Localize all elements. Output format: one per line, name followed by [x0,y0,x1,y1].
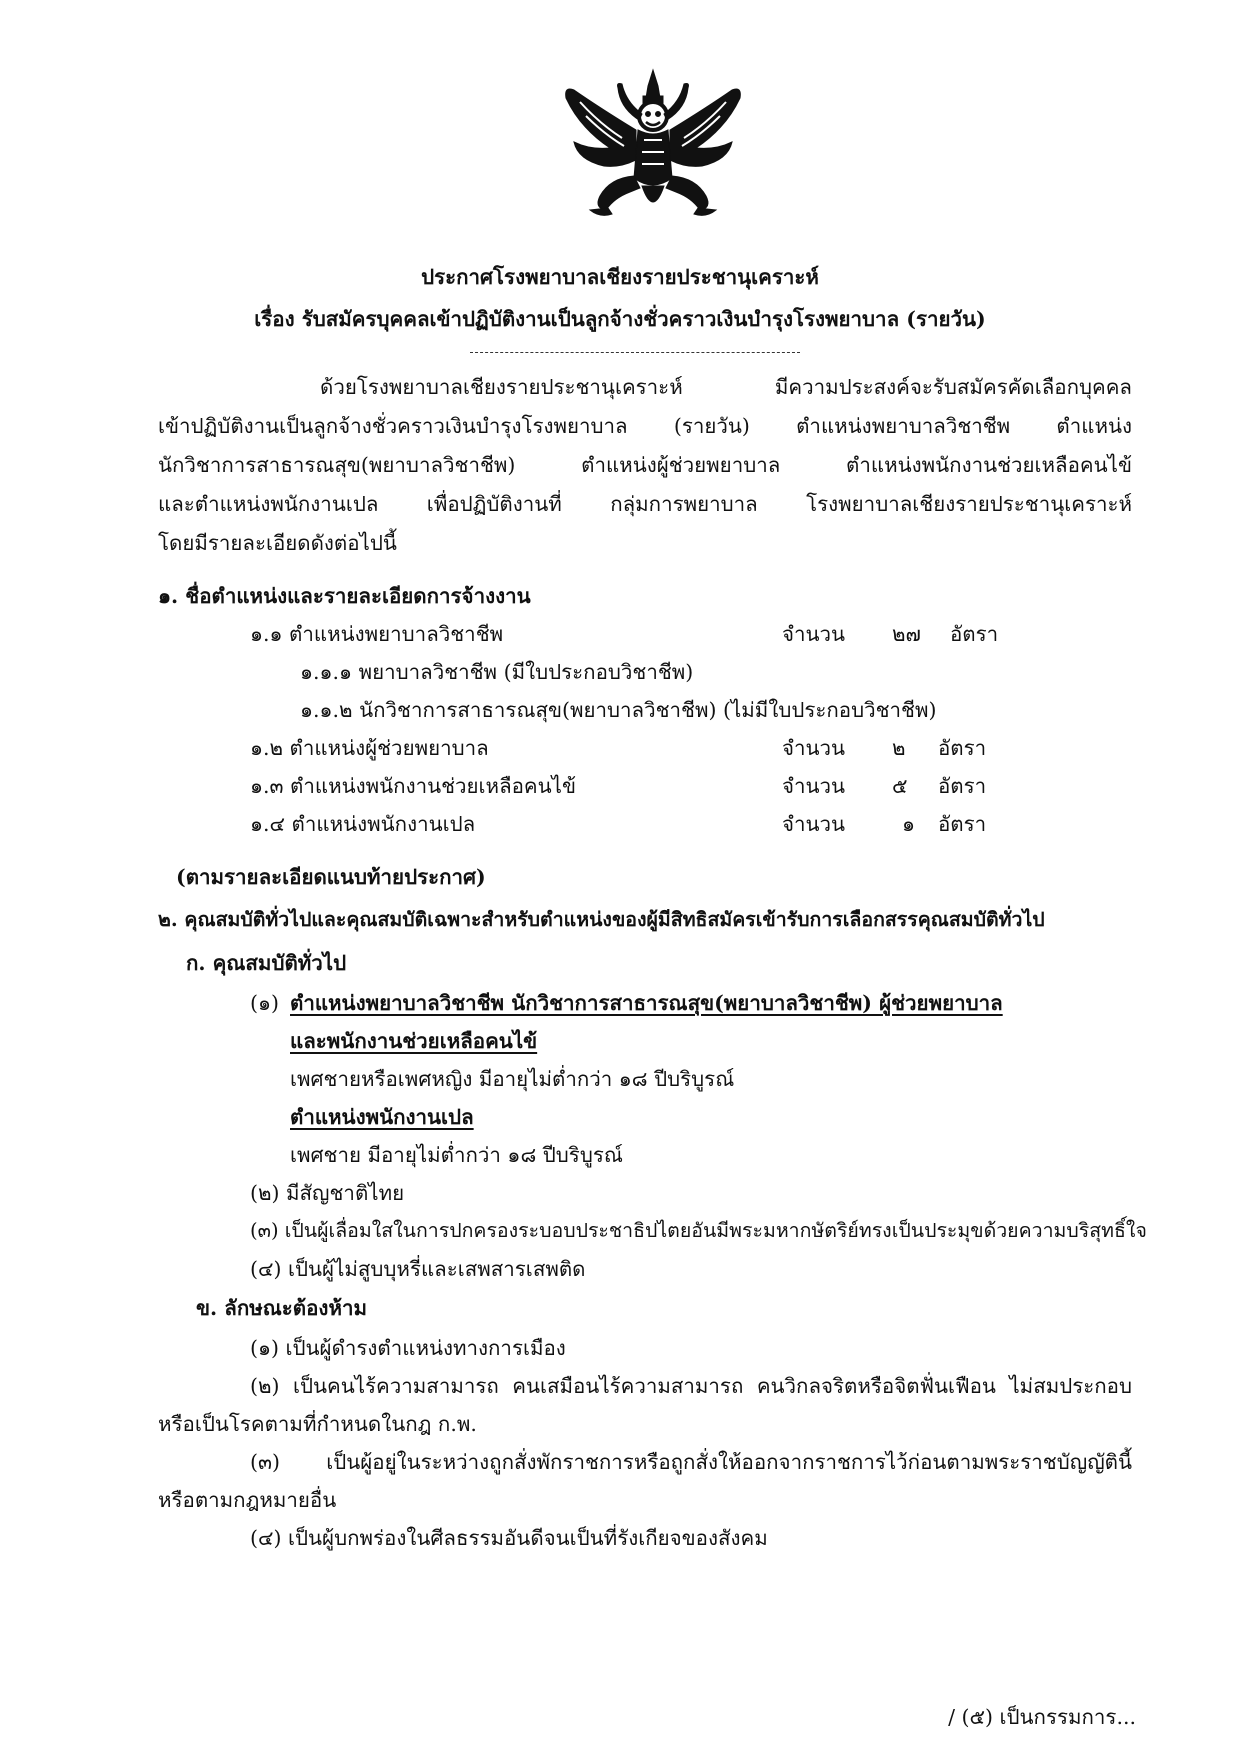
sub-position-label: ๑.๑.๑ พยาบาลวิชาชีพ (มีใบประกอบวิชาชีพ) [300,660,694,684]
position-label: ๑.๓ ตำแหน่งพนักงานช่วยเหลือคนไข้ [250,774,576,798]
qualification-title: และพนักงานช่วยเหลือคนไข้ [290,1029,538,1053]
prohibition-item: (๒) เป็นคนไร้ความสามารถ คนเสมือนไร้ความสามารถ คนวิกลจริตหรือจิตฟั่นเฟือน ไม่สมประกอบ [250,1374,1132,1398]
count-unit: อัตรา [950,622,999,646]
qualification-item: (๒) มีสัญชาติไทย [250,1181,405,1205]
count-unit: อัตรา [938,812,987,836]
garuda-emblem-icon [560,68,746,233]
part-a-heading: ก. คุณสมบัติทั่วไป [186,951,347,975]
count-word: จำนวน [782,812,846,836]
qualification-text: เพศชาย มีอายุไม่ต่ำกว่า ๑๘ ปีบริบูรณ์ [290,1143,623,1167]
prohibition-item: (๓) เป็นผู้อยู่ในระหว่างถูกสั่งพักราชการหรือถูกสั่งให้ออกจากราชการไว้ก่อนตามพระราชบัญญัตินี้ [250,1450,1132,1474]
position-label: ๑.๒ ตำแหน่งผู้ช่วยพยาบาล [250,736,489,760]
attachment-note: (ตามรายละเอียดแนบท้ายประกาศ) [176,865,486,889]
position-count: ๒ [892,736,906,760]
announcement-title: ประกาศโรงพยาบาลเชียงรายประชานุเคราะห์ [421,265,819,289]
qualification-title: ตำแหน่งพนักงานเปล [290,1105,474,1129]
count-unit: อัตรา [938,774,987,798]
sub-position-label: ๑.๑.๒ นักวิชาการสาธารณสุข(พยาบาลวิชาชีพ) (ไม่มีใบประกอบวิชาชีพ) [300,698,937,722]
position-label: ๑.๔ ตำแหน่งพนักงานเปล [250,812,476,836]
count-unit: อัตรา [938,736,987,760]
count-word: จำนวน [782,774,846,798]
position-count: ๑ [902,812,916,836]
qualification-item: (๓) เป็นผู้เลื่อมใสในการปกครองระบอบประชาธิปไตยอันมีพระมหากษัตริย์ทรงเป็นประมุขด้วยความบริสุทธิ์ใจ [250,1219,1147,1242]
position-count: ๒๗ [892,622,921,646]
qualification-item: (๔) เป็นผู้ไม่สูบบุหรี่และเสพสารเสพติด [250,1257,586,1281]
count-word: จำนวน [782,736,846,760]
prohibition-item: (๔) เป็นผู้บกพร่องในศีลธรรมอันดีจนเป็นที่รังเกียจของสังคม [250,1526,768,1550]
intro-line: และตำแหน่งพนักงานเปล เพื่อปฏิบัติงานที่ กลุ่มการพยาบาล โรงพยาบาลเชียงรายประชานุเคราะห์ [158,492,1132,516]
position-count: ๕ [892,774,908,798]
section1-heading: ๑. ชื่อตำแหน่งและรายละเอียดการจ้างงาน [158,584,531,608]
section2-heading: ๒. คุณสมบัติทั่วไปและคุณสมบัติเฉพาะสำหรับตำแหน่งของผู้มีสิทธิสมัครเข้ารับการเลือกสรรคุณสมบัติทั่วไป [158,908,1045,931]
count-word: จำนวน [782,622,846,646]
qualification-title: ตำแหน่งพยาบาลวิชาชีพ นักวิชาการสาธารณสุข(พยาบาลวิชาชีพ) ผู้ช่วยพยาบาล [290,991,1003,1015]
intro-line: โดยมีรายละเอียดดังต่อไปนี้ [158,531,397,555]
intro-line: เข้าปฏิบัติงานเป็นลูกจ้างชั่วคราวเงินบำรุงโรงพยาบาล (รายวัน) ตำแหน่งพยาบาลวิชาชีพ ตำแหน่ง [158,414,1132,438]
prohibition-item-continued: หรือเป็นโรคตามที่กำหนดในกฎ ก.พ. [158,1412,477,1436]
prohibition-item: (๑) เป็นผู้ดำรงตำแหน่งทางการเมือง [250,1336,566,1360]
intro-line: นักวิชาการสาธารณสุข(พยาบาลวิชาชีพ) ตำแหน่งผู้ช่วยพยาบาล ตำแหน่งพนักงานช่วยเหลือคนไข้ [158,453,1132,477]
item-number: (๑) [250,991,280,1015]
qualification-text: เพศชายหรือเพศหญิง มีอายุไม่ต่ำกว่า ๑๘ ปีบริบูรณ์ [290,1067,735,1091]
intro-line: ด้วยโรงพยาบาลเชียงรายประชานุเคราะห์ มีความประสงค์จะรับสมัครคัดเลือกบุคคล [320,375,1132,399]
announcement-subject: เรื่อง รับสมัครบุคคลเข้าปฏิบัติงานเป็นลูกจ้างชั่วคราวเงินบำรุงโรงพยาบาล (รายวัน) [254,307,986,331]
divider-line [470,352,800,353]
position-label: ๑.๑ ตำแหน่งพยาบาลวิชาชีพ [250,622,504,646]
page-continuation: / (๕) เป็นกรรมการ... [948,1705,1136,1729]
prohibition-item-continued: หรือตามกฎหมายอื่น [158,1488,337,1512]
part-b-heading: ข. ลักษณะต้องห้าม [196,1296,367,1320]
